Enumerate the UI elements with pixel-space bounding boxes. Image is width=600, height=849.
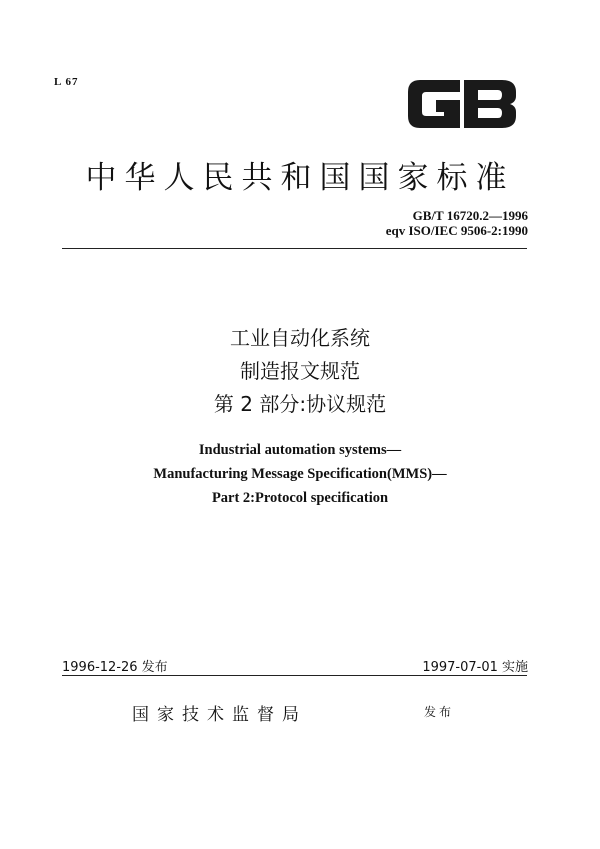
issue-date: 1996-12-26 发布 bbox=[62, 660, 168, 675]
equivalent-standard: eqv ISO/IEC 9506-2:1990 bbox=[385, 223, 528, 238]
english-title bbox=[0, 438, 600, 510]
logo-text: GB bbox=[404, 74, 406, 75]
chinese-title-line2: 制造报文规范 bbox=[240, 359, 360, 383]
effective-date: 1997-07-01 实施 bbox=[422, 660, 528, 675]
chinese-title-line1: 工业自动化系统 bbox=[230, 326, 370, 350]
chinese-title bbox=[0, 322, 600, 421]
classification-code: L 67 bbox=[54, 76, 79, 88]
english-title-line2: Manufacturing Message Specification(MMS)— bbox=[153, 466, 447, 482]
chinese-title-line3: 第 2 部分:协议规范 bbox=[213, 392, 387, 416]
standard-number: GB/T 16720.2—1996 bbox=[412, 208, 528, 223]
standard-number-block bbox=[386, 208, 528, 238]
footer-divider bbox=[62, 675, 527, 676]
gb-logo bbox=[404, 74, 520, 134]
issuer-name: 国家技术监督局 bbox=[132, 705, 307, 725]
header-divider bbox=[62, 248, 527, 249]
organization-title: 中华人民共和国国家标准 bbox=[85, 160, 515, 196]
english-title-line1: Industrial automation systems— bbox=[198, 442, 402, 458]
issuer-suffix: 发布 bbox=[424, 705, 455, 719]
english-title-line3: Part 2:Protocol specification bbox=[211, 490, 389, 506]
